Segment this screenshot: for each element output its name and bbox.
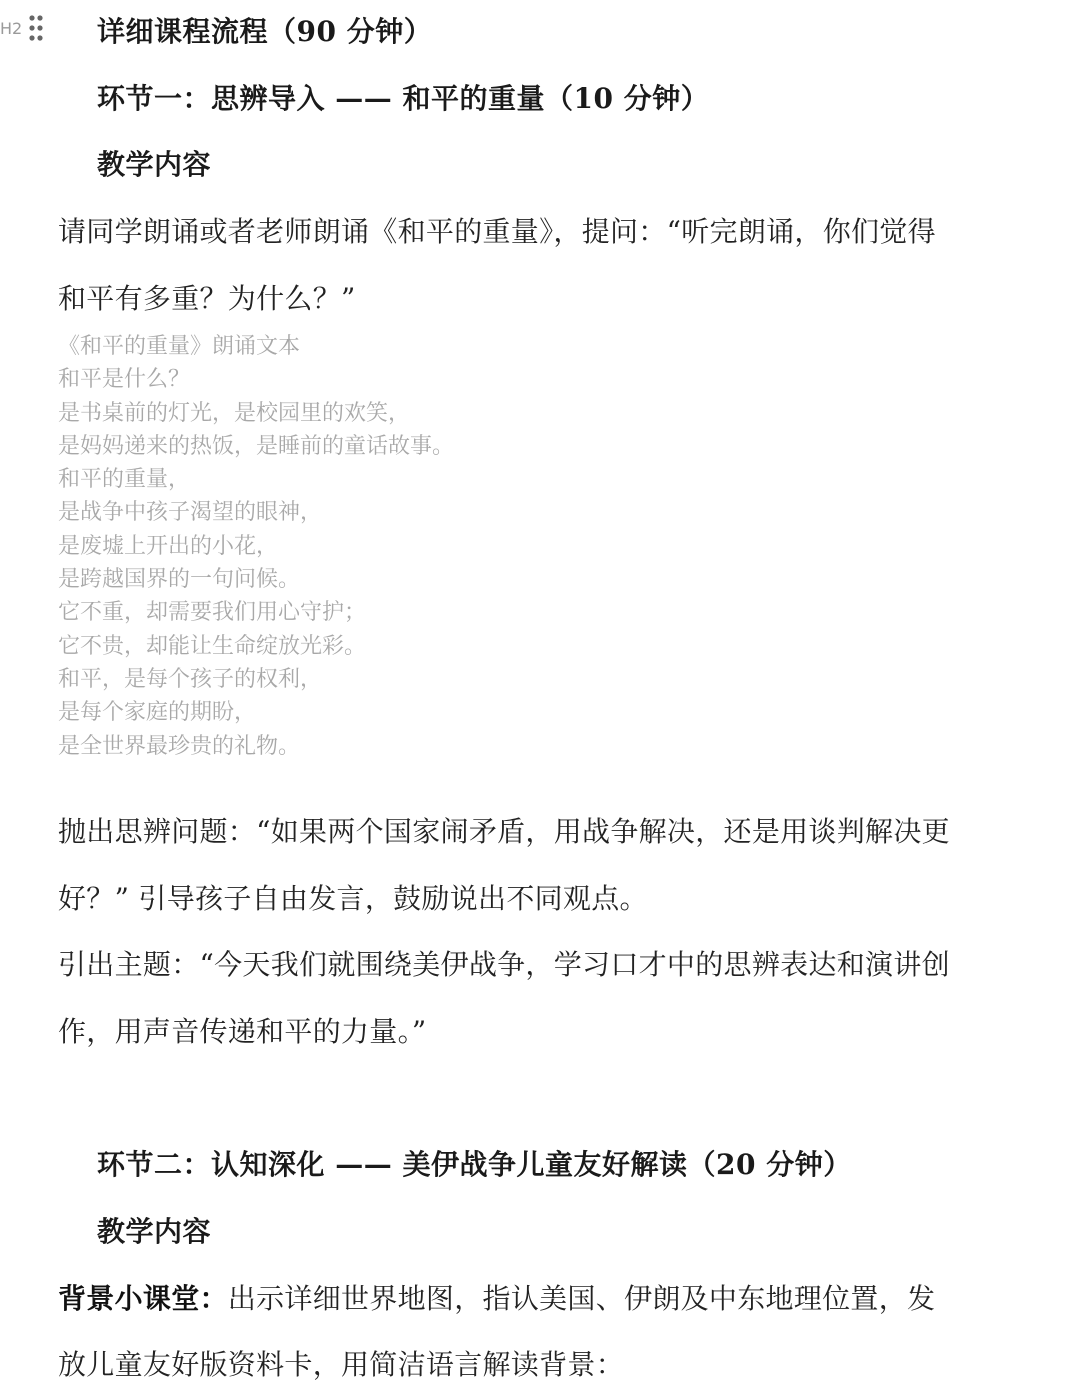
- poem-block: [58, 330, 454, 763]
- poem-line: 它不重，却需要我们用心守护；: [58, 600, 367, 626]
- section1-heading: 环节一：思辨导入 —— 和平的重量（10 分钟）: [97, 82, 710, 115]
- section1-paragraph3-line2: 作，用声音传递和平的力量。”: [58, 1015, 427, 1048]
- section1-paragraph2-line1: 抛出思辨问题：“如果两个国家闹矛盾，用战争解决，还是用谈判解决更: [58, 815, 950, 848]
- section2-paragraph1-line1: [58, 1277, 935, 1317]
- block-drag-handle[interactable]: [0, 14, 44, 42]
- section1-paragraph1-line1: 请同学朗诵或者老师朗诵《和平的重量》，提问：“听完朗诵，你们觉得: [58, 215, 936, 248]
- poem-line: 是书桌前的灯光，是校园里的欢笑，: [58, 400, 411, 426]
- section1-paragraph1-line2: 和平有多重？为什么？”: [58, 282, 356, 315]
- poem-line: 是跨越国界的一句问候。: [58, 567, 301, 593]
- section2-subheading: 教学内容: [97, 1215, 212, 1248]
- paragraph-text: 出示详细世界地图，指认美国、伊朗及中东地理位置，发: [227, 1282, 936, 1315]
- poem-line: 是每个家庭的期盼，: [58, 700, 257, 726]
- section1-paragraph3-line1: 引出主题：“今天我们就围绕美伊战争，学习口才中的思辨表达和演讲创: [58, 948, 950, 981]
- block-type-label: H2: [0, 18, 23, 38]
- page-title: 详细课程流程（90 分钟）: [97, 15, 433, 48]
- poem-line: 是战争中孩子渴望的眼神，: [58, 500, 323, 526]
- poem-line: 和平是什么？: [58, 367, 191, 393]
- section1-paragraph2-line2: 好？” 引导孩子自由发言，鼓励说出不同观点。: [58, 882, 648, 915]
- poem-line: 是废墟上开出的小花，: [58, 533, 279, 559]
- poem-line: 它不贵，却能让生命绽放光彩。: [58, 633, 367, 659]
- section1-subheading: 教学内容: [97, 148, 212, 181]
- poem-line: 是妈妈递来的热饭，是睡前的童话故事。: [58, 433, 455, 459]
- poem-line: 和平的重量，: [58, 467, 191, 493]
- drag-handle-icon[interactable]: [28, 14, 44, 42]
- poem-line: 《和平的重量》朗诵文本: [58, 334, 301, 359]
- poem-line: 和平，是每个孩子的权利，: [58, 666, 323, 692]
- section2-heading: 环节二：认知深化 —— 美伊战争儿童友好解读（20 分钟）: [97, 1148, 852, 1181]
- poem-line: 是全世界最珍贵的礼物。: [58, 733, 301, 759]
- bold-lead-text: 背景小课堂：: [58, 1282, 228, 1315]
- section2-paragraph1-line2: 放儿童友好版资料卡，用简洁语言解读背景：: [58, 1348, 625, 1381]
